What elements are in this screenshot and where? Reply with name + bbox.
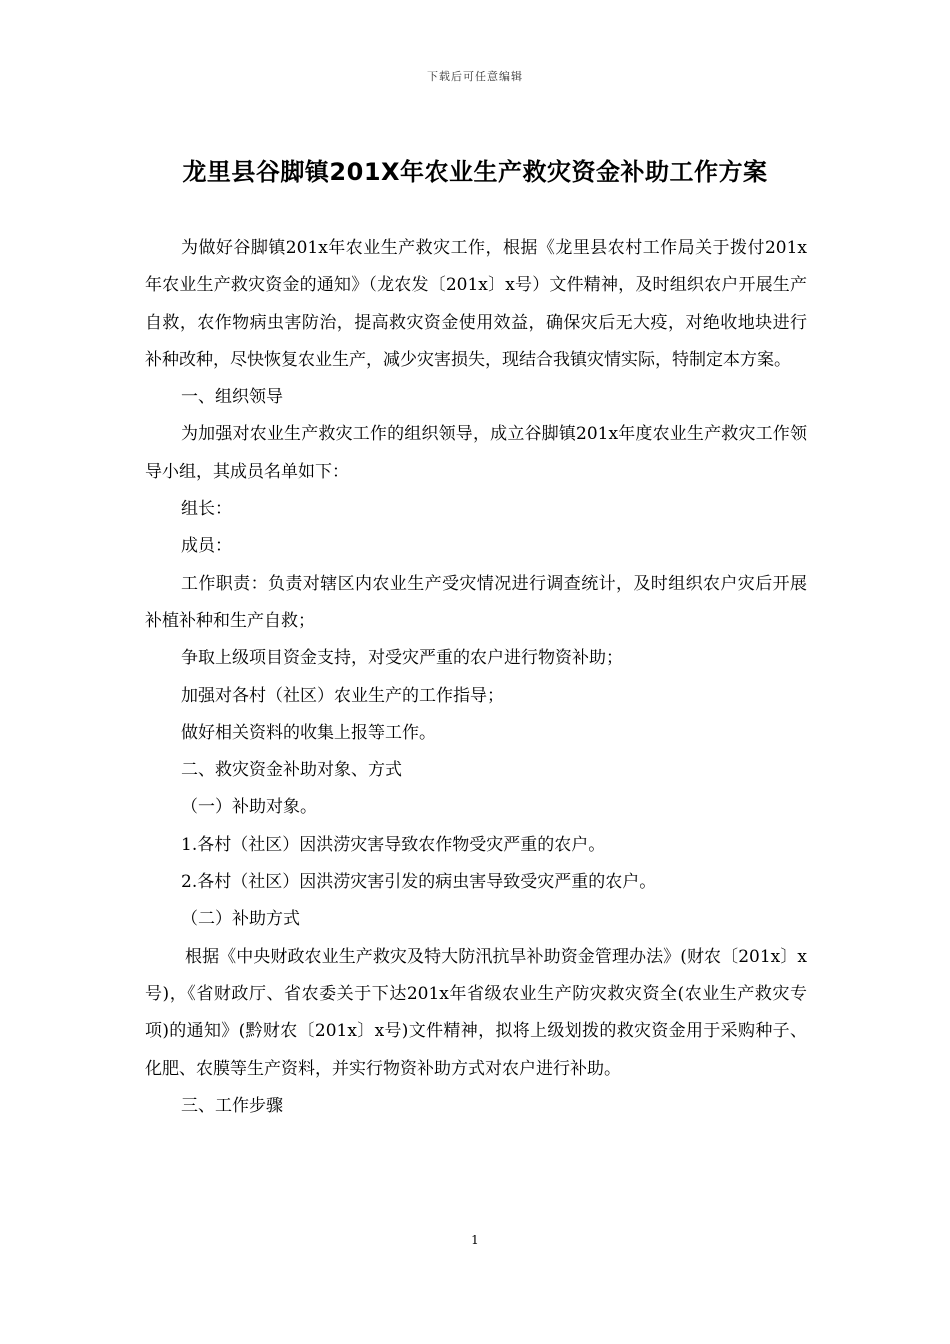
section-heading-steps: 三、工作步骤 (181, 1095, 283, 1116)
paragraph-leadership-group: 为加强对农业生产救灾工作的组织领导，成立谷脚镇201x年度农业生产救灾工作领导小组，其成员名单如下： (145, 424, 807, 482)
subsection-heading-targets: （一）补助对象。 (181, 797, 317, 818)
paragraph-subsidy-method: 根据《中央财政农业生产救灾及特大防汛抗旱补助资金管理办法》(财农〔201x〕x号)，《省财政厅、省农委关于下达201x年省级农业生产防灾救灾资全(农业生产救灾专项)的通知》(黔财农〔201x〕x号)文件精神，拟将上级划拨的救灾资金用于采购种子、化肥、农膜等生产资料，并实行物资补助方式对农户进行补助。 (145, 946, 807, 1079)
document-body (145, 230, 807, 1125)
list-item-target-1: 1.各村（社区）因洪涝灾害导致农作物受灾严重的农户。 (181, 834, 606, 855)
paragraph-duty-funding: 争取上级项目资金支持，对受灾严重的农户进行物资补助； (181, 648, 623, 669)
paragraph-intro: 为做好谷脚镇201x年农业生产救灾工作，根据《龙里县农村工作局关于拨付201x年农业生产救灾资金的通知》（龙农发〔201x〕x号）文件精神，及时组织农户开展生产自救，农作物病虫害防治，提高救灾资金使用效益，确保灾后无大疫，对绝收地块进行补种改种，尽快恢复农业生产，减少灾害损失，现结合我镇灾情实际，特制定本方案。 (145, 238, 807, 370)
paragraph-duty-reporting: 做好相关资料的收集上报等工作。 (181, 722, 436, 743)
section-heading-subsidy: 二、救灾资金补助对象、方式 (181, 760, 402, 781)
paragraph-duty-guidance: 加强对各村（社区）农业生产的工作指导； (181, 685, 504, 706)
subsection-heading-method: （二）补助方式 (181, 909, 300, 930)
header-note: 下载后可任意编辑 (427, 70, 523, 83)
paragraph-group-leader: 组长： (181, 499, 232, 520)
page-number: 1 (471, 1233, 479, 1247)
paragraph-duties: 工作职责：负责对辖区内农业生产受灾情况进行调查统计，及时组织农户灾后开展补植补种和生产自救； (145, 573, 807, 631)
section-heading-organization: 一、组织领导 (181, 387, 283, 408)
document-title: 龙里县谷脚镇201X年农业生产救灾资金补助工作方案 (182, 158, 768, 186)
paragraph-group-members: 成员： (181, 536, 232, 557)
list-item-target-2: 2.各村（社区）因洪涝灾害引发的病虫害导致受灾严重的农户。 (181, 872, 657, 893)
